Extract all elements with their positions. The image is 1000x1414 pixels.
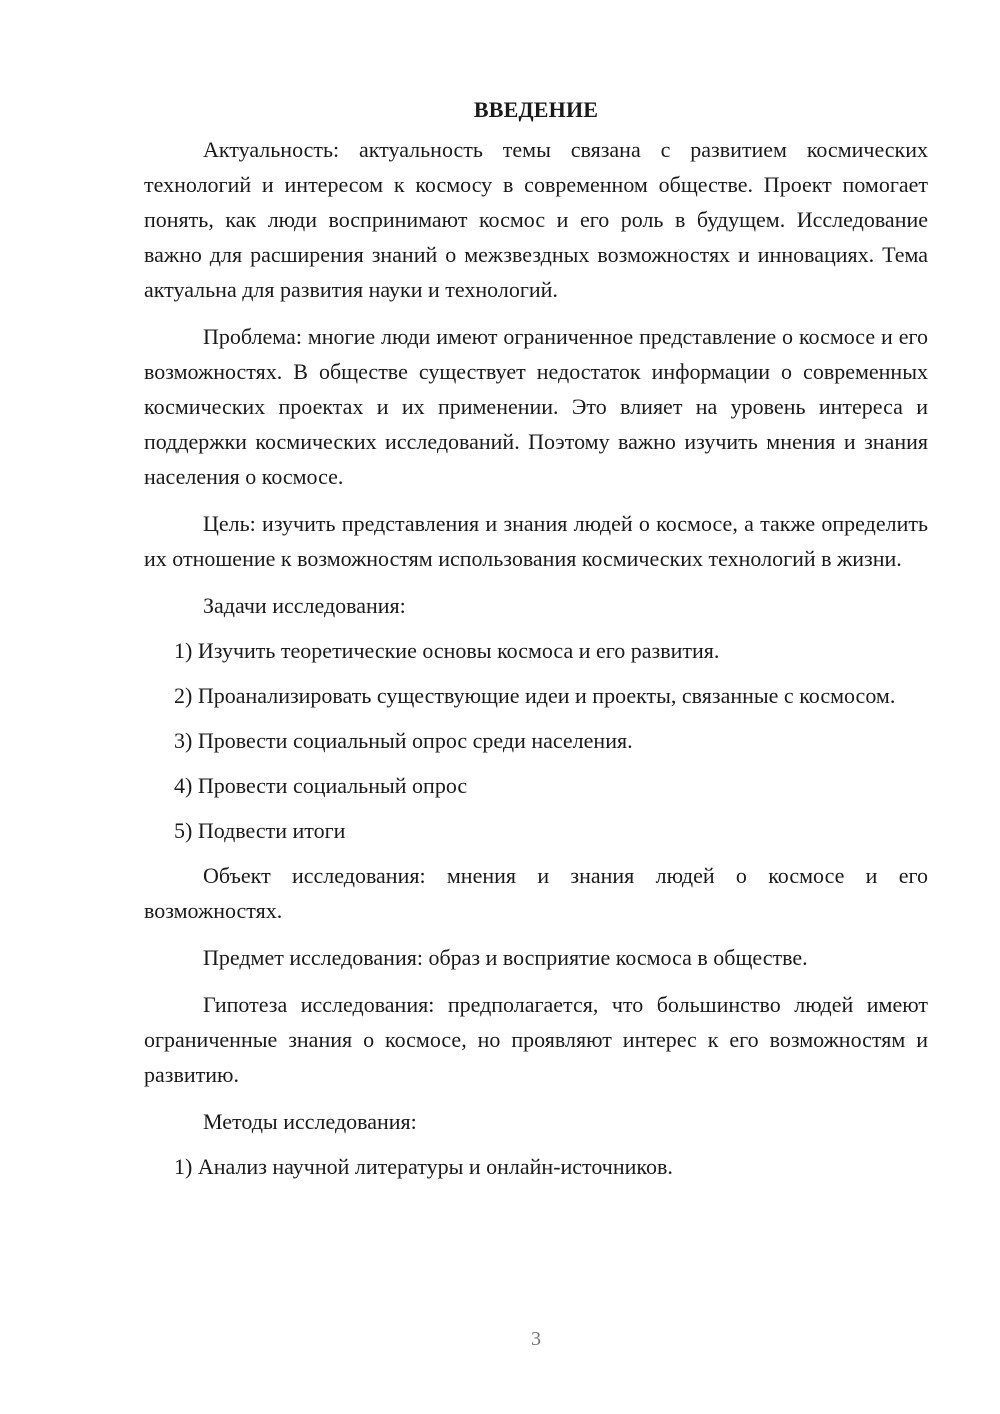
list-item: 2) Проанализировать существующие идеи и проекты, связанные с космосом. <box>174 683 896 708</box>
list-item: 5) Подвести итоги <box>174 818 346 843</box>
hypothesis-paragraph: Гипотеза исследования: предполагается, что большинство людей имеют ограниченные знания о космосе, но проявляют интерес к его возможностям и развитию. <box>144 992 928 1087</box>
relevance-paragraph: Актуальность: актуальность темы связана с развитием космических технологий и интересом к космосу в современном обществе. Проект помогает понять, как люди воспринимают космос и его роль в будущем. Исследование важно для расширения знаний о межзвездных возможностях и инновациях. Тема актуальна для развития науки и технологий. <box>144 137 928 302</box>
goal-paragraph: Цель: изучить представления и знания людей о космосе, а также определить их отношение к возможностям использования космических технологий в жизни. <box>144 511 928 571</box>
list-item: 3) Провести социальный опрос среди населения. <box>174 728 633 753</box>
methods-heading: Методы исследования: <box>203 1109 417 1134</box>
subject-paragraph: Предмет исследования: образ и восприятие космоса в обществе. <box>203 945 808 970</box>
list-item: 4) Провести социальный опрос <box>174 773 468 798</box>
list-item: 1) Анализ научной литературы и онлайн-источников. <box>174 1154 673 1179</box>
object-paragraph: Объект исследования: мнения и знания людей о космосе и его возможностях. <box>144 863 928 923</box>
list-item: 1) Изучить теоретические основы космоса и его развития. <box>174 638 720 663</box>
tasks-heading: Задачи исследования: <box>203 593 406 618</box>
page-title: ВВЕДЕНИЕ <box>473 97 599 122</box>
document-page <box>144 92 928 1194</box>
problem-paragraph: Проблема: многие люди имеют ограниченное представление о космосе и его возможностях. В обществе существует недостаток информации о современных космических проектах и их применении. Это влияет на уровень интереса и поддержки космических исследований. Поэтому важно изучить мнения и знания населения о космосе. <box>144 324 928 489</box>
page-number: 3 <box>531 1328 541 1350</box>
